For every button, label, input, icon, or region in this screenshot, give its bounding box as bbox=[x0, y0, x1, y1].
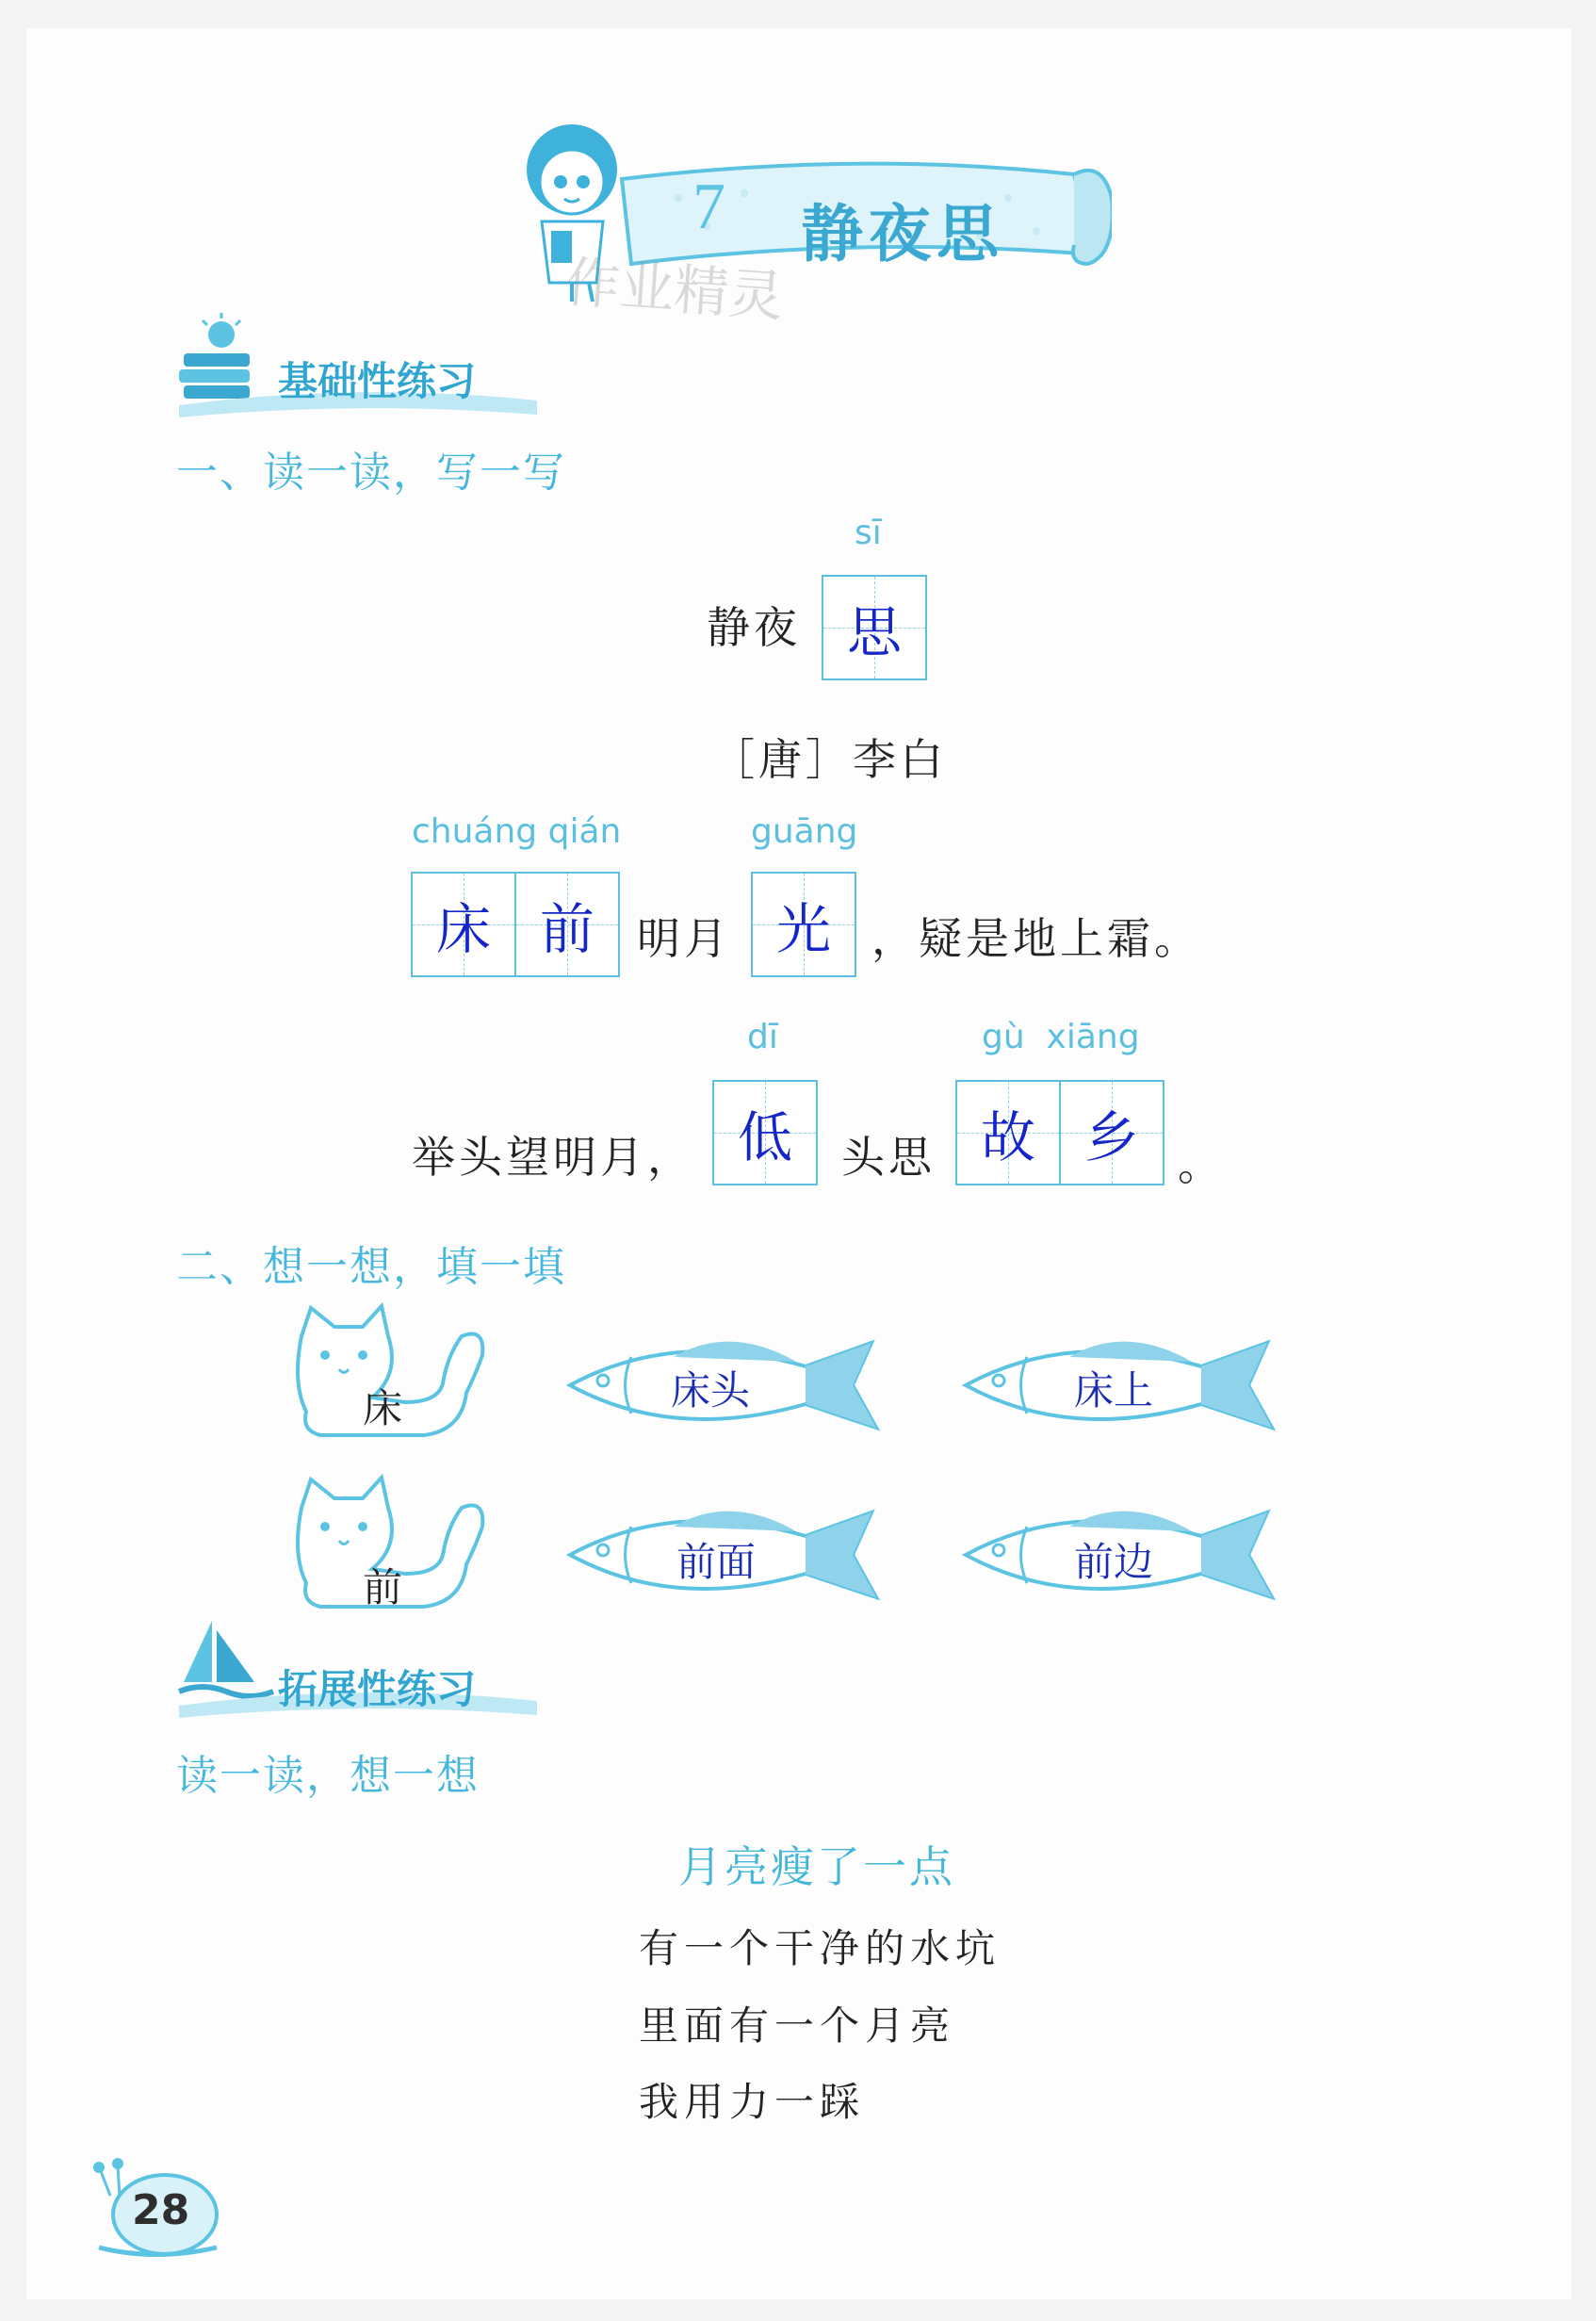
line2-text-2: 头思 bbox=[841, 1132, 936, 1183]
lesson-title: 静夜思 bbox=[801, 197, 1004, 270]
line2-answer-box-2[interactable] bbox=[955, 1080, 1061, 1185]
line2-text-1: 举头望明月， bbox=[412, 1132, 694, 1183]
line2-answer-2: 故 bbox=[980, 1105, 1035, 1169]
line1-answer-box-2[interactable] bbox=[514, 872, 620, 977]
line1-answer-1: 床 bbox=[435, 897, 491, 961]
line2-answer-3: 乡 bbox=[1083, 1105, 1139, 1169]
basic-practice-label: 基础性练习 bbox=[278, 358, 477, 404]
page-number: 28 bbox=[132, 2186, 190, 2234]
line2-answer-box-1[interactable] bbox=[712, 1080, 818, 1185]
extension-practice-label: 拓展性练习 bbox=[278, 1666, 477, 1712]
line2-pinyin-1: dī bbox=[747, 1018, 778, 1056]
extension-heading: 读一读，想一想 bbox=[176, 1752, 480, 1800]
line1-text-2: ，疑是地上霜。 bbox=[871, 913, 1201, 964]
line1-answer-box-1[interactable] bbox=[411, 872, 516, 977]
reading-line-2: 里面有一个月亮 bbox=[639, 2002, 956, 2049]
line1-answer-2: 前 bbox=[539, 897, 594, 961]
line1-answer-3: 光 bbox=[775, 897, 831, 961]
lesson-number: 7 bbox=[692, 171, 725, 243]
fish-word-1-2[interactable]: 床上 bbox=[1074, 1367, 1154, 1414]
line1-pinyin-2: guāng bbox=[751, 812, 858, 851]
line1-text-1: 明月 bbox=[637, 913, 731, 964]
line2-text-3: 。 bbox=[1178, 1139, 1225, 1190]
title-answer: 思 bbox=[846, 600, 902, 664]
title-answer-box[interactable] bbox=[822, 575, 927, 680]
exercise-1-heading: 一、读一读，写一写 bbox=[176, 449, 566, 497]
fish-word-2-1[interactable]: 前面 bbox=[676, 1539, 757, 1585]
title-pinyin: sī bbox=[855, 514, 882, 552]
line1-pinyin-1: chuáng qián bbox=[412, 812, 622, 851]
reading-line-1: 有一个干净的水坑 bbox=[639, 1925, 1002, 1971]
poem-author: ［唐］李白 bbox=[711, 734, 947, 785]
reading-line-3: 我用力一踩 bbox=[639, 2079, 866, 2125]
watermark: 作业精灵 bbox=[562, 249, 786, 329]
line1-answer-box-3[interactable] bbox=[751, 872, 856, 977]
fish-word-1-1[interactable]: 床头 bbox=[671, 1367, 751, 1414]
exercise-2-heading: 二、想一想，填一填 bbox=[176, 1243, 566, 1291]
poem-title-prefix: 静夜 bbox=[707, 602, 801, 653]
line2-answer-box-3[interactable] bbox=[1059, 1080, 1164, 1185]
reading-title: 月亮瘦了一点 bbox=[678, 1841, 955, 1892]
cat-char-2: 前 bbox=[363, 1564, 403, 1610]
cat-char-1: 床 bbox=[363, 1385, 403, 1431]
fish-word-2-2[interactable]: 前边 bbox=[1074, 1539, 1154, 1585]
line2-answer-1: 低 bbox=[737, 1105, 792, 1169]
line2-pinyin-2: gù xiāng bbox=[982, 1018, 1140, 1056]
